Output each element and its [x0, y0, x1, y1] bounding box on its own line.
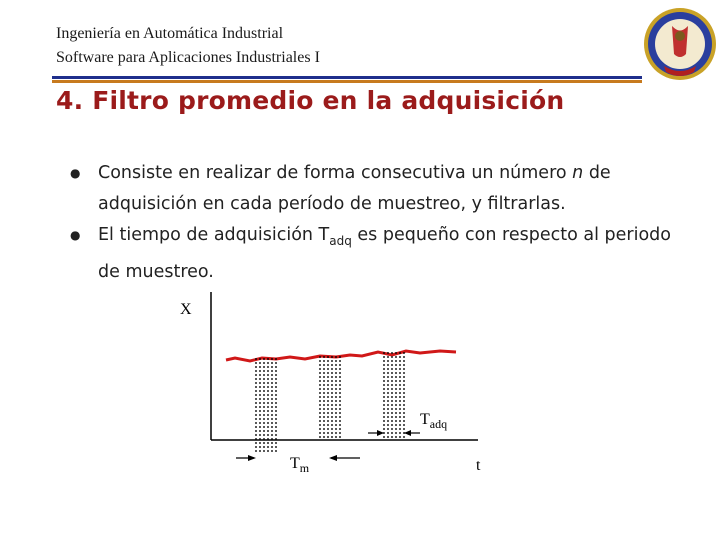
acquisition-window [320, 356, 340, 440]
tadq-arrowhead-left [377, 430, 384, 436]
header-line-1: Ingeniería en Automática Industrial [56, 25, 284, 42]
bullet-text-part: El tiempo de adquisición T [98, 225, 330, 245]
tm-arrowhead-left [248, 455, 256, 461]
bullet-subscript: adq [329, 234, 352, 248]
bullet-italic-n: n [572, 163, 584, 183]
slide-title: 4. Filtro promedio en la adquisición [56, 86, 565, 115]
tadq-label: $T_{adq}$ [420, 411, 448, 431]
bullet-text-part: Consiste en realizar de forma consecutiva un número [98, 163, 573, 183]
tm-arrowhead-right [329, 455, 337, 461]
y-axis-label: X [180, 301, 192, 318]
acquisition-window [256, 358, 276, 452]
bullet-dot-icon: ● [70, 228, 81, 242]
bullet-text-part: es pequeño con respecto al periodo de muestreo. [98, 225, 671, 282]
header-line-2: Software para Aplicaciones Industriales I [56, 49, 320, 66]
tadq-arrowhead-right [404, 430, 411, 436]
bullet-dot-icon: ● [70, 166, 81, 180]
acquisition-window [384, 352, 404, 440]
bullet-text-part: de adquisición en cada período de muestreo, y filtrarlas. [98, 163, 611, 214]
tm-label: $T_m$ [290, 455, 310, 475]
x-axis-label: t [476, 457, 481, 474]
